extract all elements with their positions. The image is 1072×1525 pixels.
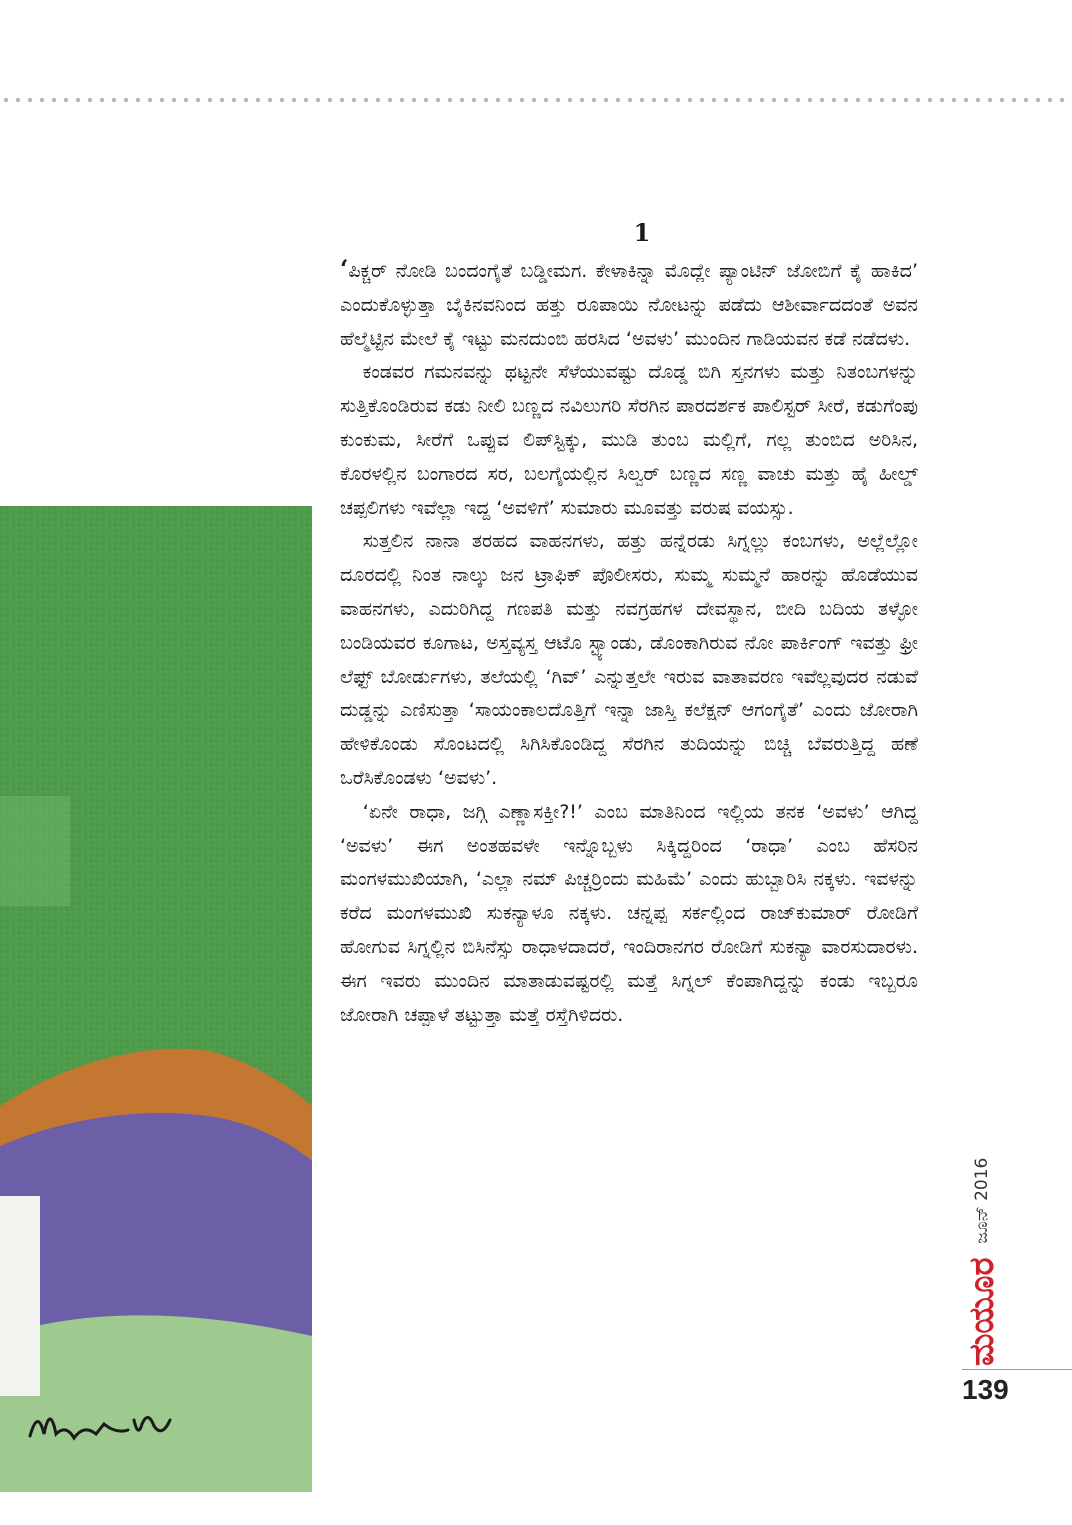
story-text: [340, 252, 918, 1032]
paragraph-2: ಕಂಡವರ ಗಮನವನ್ನು ಥಟ್ಟನೇ ಸೆಳೆಯುವಷ್ಟು ದೊಡ್ಡ ಬಿಗಿ ಸ್ತನಗಳು ಮತ್ತು ನಿತಂಬಗಳನ್ನು ಸುತ್ತಿಕೊಂಡಿರುವ ಕಡು ನೀಲಿ ಬಣ್ಣದ ನವಿಲುಗರಿ ಸೆರಗಿನ ಪಾರದರ್ಶಕ ಪಾಲಿಸ್ಟರ್ ಸೀರೆ, ಕಡುಗೆಂಪು ಕುಂಕುಮ, ಸೀರೆಗೆ ಒಪ್ಪುವ ಲಿಪ್‌ಸ್ಟಿಕ್ಕು, ಮುಡಿ ತುಂಬ ಮಲ್ಲಿಗೆ, ಗಲ್ಲ ತುಂಬಿದ ಅರಿಸಿನ, ಕೊರಳಲ್ಲಿನ ಬಂಗಾರದ ಸರ, ಬಲಗೈಯಲ್ಲಿನ ಸಿಲ್ವರ್ ಬಣ್ಣದ ಸಣ್ಣ ವಾಚು ಮತ್ತು ಹೈ ಹೀಲ್ಡ್ ಚಪ್ಪಲಿಗಳು ಇವೆಲ್ಲಾ ಇದ್ದ ‘ಅವಳಿಗೆ’ ಸುಮಾರು ಮೂವತ್ತು ವರುಷ ವಯಸ್ಸು.: [340, 361, 918, 519]
opening-quote-mark: ‘: [340, 254, 349, 283]
magazine-name: ಮಯೂರ: [962, 1257, 1002, 1366]
paragraph-4: ‘ಏನೇ ರಾಧಾ, ಜಗ್ಗಿ ಎಣ್ಣಾಸಕ್ತೀ?!’ ಎಂಬ ಮಾತಿನಿಂದ ಇಲ್ಲಿಯ ತನಕ ‘ಅವಳು’ ಆಗಿದ್ದ ‘ಅವಳು’ ಈಗ ಅಂತಹವಳೇ ಇನ್ನೊಬ್ಬಳು ಸಿಕ್ಕಿದ್ದರಿಂದ ‘ರಾಧಾ’ ಎಂಬ ಹೆಸರಿನ ಮಂಗಳಮುಖಿಯಾಗಿ, ‘ಎಲ್ಲಾ ನಮ್ ಪಿಚ್ಚರ್ರಿಂದು ಮಹಿಮೆ’ ಎಂದು ಹುಬ್ಬಾರಿಸಿ ನಕ್ಕಳು. ಇವಳನ್ನು ಕರೆದ ಮಂಗಳಮುಖಿ ಸುಕನ್ಯಾಳೂ ನಕ್ಕಳು. ಚನ್ನಪ್ಪ ಸರ್ಕಲ್ಲಿಂದ ರಾಜ್‌ಕುಮಾರ್ ರೋಡಿಗೆ ಹೋಗುವ ಸಿಗ್ನಲ್ಲಿನ ಬಿಸಿನೆಸ್ಸು ರಾಧಾಳದಾದರೆ, ಇಂದಿರಾನಗರ ರೋಡಿಗೆ ಸುಕನ್ಯಾ ವಾರಸುದಾರಳು. ಈಗ ಇವರು ಮುಂದಿನ ಮಾತಾಡುವಷ್ಟರಲ್ಲಿ ಮತ್ತೆ ಸಿಗ್ನಲ್ ಕೆಂಪಾಗಿದ್ದನ್ನು ಕಂಡು ಇಬ್ಬರೂ ಜೋರಾಗಿ ಚಪ್ಪಾಳೆ ತಟ್ಟುತ್ತಾ ಮತ್ತೆ ರಸ್ತೆಗಿಳಿದರು.: [340, 800, 918, 1026]
page-number: 139: [962, 1374, 1009, 1405]
paragraph-3: ಸುತ್ತಲಿನ ನಾನಾ ತರಹದ ವಾಹನಗಳು, ಹತ್ತು ಹನ್ನೆರಡು ಸಿಗ್ನಲ್ಲು ಕಂಬಗಳು, ಅಲ್ಲೆಲ್ಲೋ ದೂರದಲ್ಲಿ ನಿಂತ ನಾಲ್ಕು ಜನ ಟ್ರಾಫಿಕ್ ಪೊಲೀಸರು, ಸುಮ್ಮ ಸುಮ್ಮನೆ ಹಾರನ್ನು ಹೊಡೆಯುವ ವಾಹನಗಳು, ಎದುರಿಗಿದ್ದ ಗಣಪತಿ ಮತ್ತು ನವಗ್ರಹಗಳ ದೇವಸ್ಥಾನ, ಬೀದಿ ಬದಿಯ ತಳ್ಳೋ ಬಂಡಿಯವರ ಕೂಗಾಟ, ಅಸ್ತವ್ಯಸ್ತ ಆಟೊ ಸ್ಟ್ಯಾಂಡು, ಡೊಂಕಾಗಿರುವ ನೋ ಪಾರ್ಕಿಂಗ್ ಇವತ್ತು ಫ್ರೀ ಲೆಫ್ಟ್ ಬೋರ್ಡುಗಳು, ತಲೆಯಲ್ಲಿ ‘ಗಿವ್’ ಎನ್ನುತ್ತಲೇ ಇರುವ ವಾತಾವರಣ ಇವೆಲ್ಲವುದರ ನಡುವೆ ದುಡ್ಡನ್ನು ಎಣಿಸುತ್ತಾ ‘ಸಾಯಂಕಾಲದೊತ್ತಿಗೆ ಇನ್ನಾ ಜಾಸ್ತಿ ಕಲೆಕ್ಷನ್ ಆಗಂಗೈತೆ’ ಎಂದು ಜೋರಾಗಿ ಹೇಳಿಕೊಂಡು ಸೊಂಟದಲ್ಲಿ ಸಿಗಿಸಿಕೊಂಡಿದ್ದ ಸೆರಗಿನ ತುದಿಯನ್ನು ಬಿಚ್ಚಿ ಬೆವರುತ್ತಿದ್ದ ಹಣೆ ಒರೆಸಿಕೊಂಡಳು ‘ಅವಳು’.: [340, 530, 918, 789]
top-dotted-divider: [0, 97, 1072, 103]
chapter-number: 1: [633, 218, 651, 247]
magazine-masthead: [962, 1104, 1002, 1366]
footer-rule: [962, 1369, 1072, 1370]
illustration-painting: [0, 506, 312, 1492]
paragraph-1: ‘ಪಿಕ್ಚರ್ ನೋಡಿ ಬಂದಂಗೈತೆ ಬಡ್ಡೀಮಗ. ಕೇಳಾಕಿನ್ನಾ ಮೊದ್ಲೇ ಪ್ಯಾಂಟಿನ್ ಜೋಬಿಗೆ ಕೈ ಹಾಕಿದ’ ಎಂದುಕೊಳ್ಳುತ್ತಾ ಬೈಕಿನವನಿಂದ ಹತ್ತು ರೂಪಾಯಿ ನೋಟನ್ನು ಪಡೆದು ಆಶೀರ್ವಾದದಂತೆ ಅವನ ಹೆಲ್ಮೆಟ್ಟಿನ ಮೇಲೆ ಕೈ ಇಟ್ಟು ಮನದುಂಬಿ ಹರಸಿದ ‘ಅವಳು’ ಮುಂದಿನ ಗಾಡಿಯವನ ಕಡೆ ನಡೆದಳು.: [340, 254, 918, 350]
issue-date: ಜೂನ್ 2016: [972, 1157, 992, 1244]
